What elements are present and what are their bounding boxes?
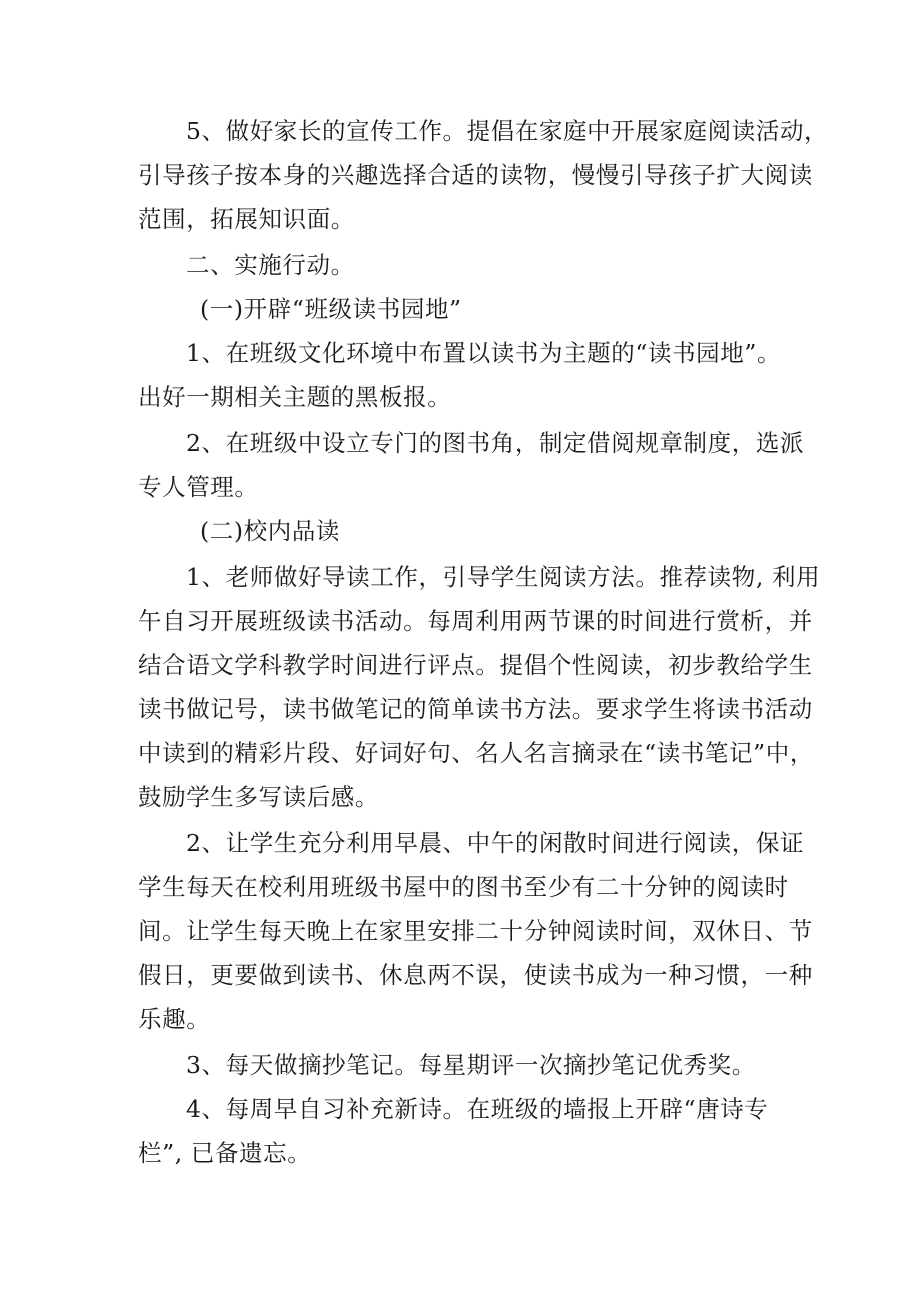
text-line: 乐趣。	[138, 1005, 211, 1033]
text-line: 5、做好家长的宣传工作。提倡在家庭中开展家庭阅读活动，	[186, 117, 829, 145]
text-line: 中读到的精彩片段、好词好句、名人名言摘录在“读书笔记”中，	[138, 739, 814, 767]
text-line: 假日，更要做到读书、休息两不误，使读书成为一种习惯，一种	[138, 961, 813, 989]
text-line: 1、在班级文化环境中布置以读书为主题的“读书园地”。	[186, 339, 782, 367]
text-line: 范围，拓展知识面。	[138, 205, 355, 233]
text-line: 栏”, 已备遗忘。	[138, 1139, 312, 1167]
subsection-heading: (一)开辟“班级读书园地”	[200, 295, 462, 323]
text-line: 出好一期相关主题的黑板报。	[138, 383, 452, 411]
text-line: 读书做记号，读书做笔记的简单读书方法。要求学生将读书活动	[138, 695, 813, 723]
text-line: 结合语文学科教学时间进行评点。提倡个性阅读，初步教给学生	[138, 651, 813, 679]
subsection-heading: (二)校内品读	[200, 517, 341, 545]
text-line: 2、在班级中设立专门的图书角，制定借阅规章制度，选派	[186, 429, 805, 457]
text-line: 间。让学生每天晚上在家里安排二十分钟阅读时间，双休日、节	[138, 917, 813, 945]
text-line: 2、让学生充分利用早晨、中午的闲散时间进行阅读，保证	[186, 829, 805, 857]
text-line: 3、每天做摘抄笔记。每星期评一次摘抄笔记优秀奖。	[186, 1051, 756, 1079]
text-line: 引导孩子按本身的兴趣选择合适的读物，慢慢引导孩子扩大阅读	[138, 161, 813, 189]
section-heading: 二、实施行动。	[186, 251, 355, 279]
text-line: 午自习开展班级读书活动。每周利用两节课的时间进行赏析，并	[138, 607, 813, 635]
text-line: 鼓励学生多写读后感。	[138, 783, 379, 811]
text-line: 学生每天在校利用班级书屋中的图书至少有二十分钟的阅读时	[138, 873, 789, 901]
text-line: 专人管理。	[138, 473, 259, 501]
text-line: 1、老师做好导读工作，引导学生阅读方法。推荐读物, 利用	[186, 563, 821, 591]
text-line: 4、每周早自习补充新诗。在班级的墙报上开辟“唐诗专	[186, 1095, 769, 1123]
